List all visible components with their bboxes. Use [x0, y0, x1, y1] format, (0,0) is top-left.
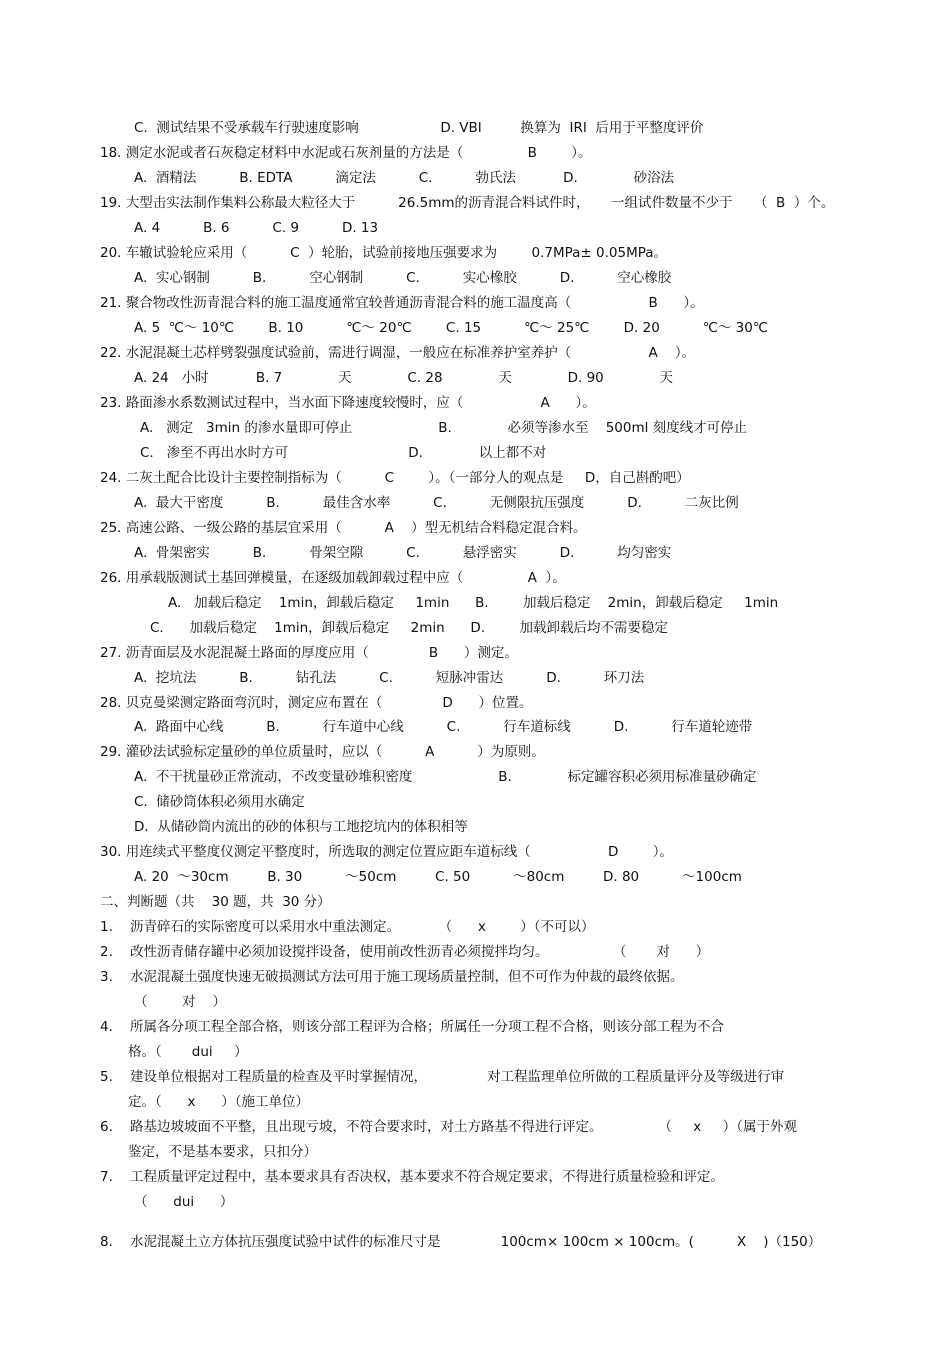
options-29-ab: A. 不干扰量砂正常流动，不改变量砂堆积密度 B. 标定罐容积必须用标准量砂确定 [134, 769, 757, 785]
options-28: A. 路面中心线 B. 行车道中心线 C. 行车道标线 D. 行车道轮迹带 [134, 719, 753, 735]
options-23-cd: C. 渗至不再出水时方可 D. 以上都不对 [140, 445, 547, 461]
judge-2: 2. 改性沥青储存罐中必须加设搅拌设备，使用前改性沥青必须搅拌均匀。 （ 对 ） [100, 944, 710, 960]
options-26-ab: A. 加载后稳定 1min，卸载后稳定 1min B. 加载后稳定 2min，卸载后稳定 1min [168, 595, 779, 611]
judge-1: 1. 沥青碎石的实际密度可以采用水中重法测定。 （ x ）（不可以） [100, 919, 595, 935]
question-20: 20. 车辙试验轮应采用（ C ）轮胎，试验前接地压强要求为 0.7MPa± 0.05MPa。 [100, 245, 668, 261]
question-23: 23. 路面渗水系数测试过程中，当水面下降速度较慢时，应（ A ）。 [100, 395, 596, 411]
options-24: A. 最大干密度 B. 最佳含水率 C. 无侧限抗压强度 D. 二灰比例 [134, 495, 739, 511]
options-29-c: C. 储砂筒体积必须用水确定 [134, 794, 305, 810]
options-18: A. 酒精法 B. EDTA 滴定法 C. 勃氏法 D. 砂浴法 [134, 170, 675, 186]
judge-5-cont: 定。（ x ）（施工单位） [128, 1094, 309, 1110]
options-27: A. 挖坑法 B. 钻孔法 C. 短脉冲雷达 D. 环刀法 [134, 670, 645, 686]
question-22: 22. 水泥混凝土芯样劈裂强度试验前，需进行调湿，一般应在标准养护室养护（ A ）。 [100, 345, 696, 361]
question-26: 26. 用承载版测试土基回弹模量，在逐级加载卸载过程中应（ A ）。 [100, 570, 566, 586]
question-27: 27. 沥青面层及水泥混凝土路面的厚度应用（ B ）测定。 [100, 645, 518, 661]
judge-3-answer: （ 对 ） [134, 994, 226, 1010]
judge-6: 6. 路基边坡坡面不平整，且出现亏坡，不符合要求时，对土方路基不得进行评定。 （ x ）（属于外观 [100, 1119, 797, 1135]
section-heading: 二、判断题（共 30 题，共 30 分） [100, 894, 331, 910]
options-30: A. 20 ～30cm B. 30 ～50cm C. 50 ～80cm D. 80 ～100cm [134, 869, 742, 885]
options-29-d: D. 从储砂筒内流出的砂的体积与工地挖坑内的体积相等 [134, 819, 468, 835]
question-24: 24. 二灰土配合比设计主要控制指标为（ C ）。（一部分人的观点是 D，自己斟酌吧） [100, 470, 690, 486]
judge-4-cont: 格。（ dui ） [128, 1044, 248, 1060]
judge-3: 3. 水泥混凝土强度快速无破损测试方法可用于施工现场质量控制，但不可作为仲裁的最终依据。 [100, 969, 684, 985]
judge-7-answer: （ dui ） [134, 1194, 234, 1210]
judge-5: 5. 建设单位根据对工程质量的检查及平时掌握情况， 对工程监理单位所做的工程质量评分及等级进行审 [100, 1069, 785, 1085]
question-18: 18. 测定水泥或者石灰稳定材料中水泥或石灰剂量的方法是（ B ）。 [100, 145, 592, 161]
judge-6-cont: 鉴定，不是基本要求，只扣分） [128, 1144, 317, 1160]
options-21: A. 5 ℃～ 10℃ B. 10 ℃～ 20℃ C. 15 ℃～ 25℃ D. 20 ℃～ 30℃ [134, 320, 769, 336]
options-20: A. 实心钢制 B. 空心钢制 C. 实心橡胶 D. 空心橡胶 [134, 270, 672, 286]
question-21: 21. 聚合物改性沥青混合料的施工温度通常宜较普通沥青混合料的施工温度高（ B ）。 [100, 295, 704, 311]
judge-4: 4. 所属各分项工程全部合格，则该分部工程评为合格；所属任一分项工程不合格，则该分部工程为不合 [100, 1019, 725, 1035]
options-26-cd: C. 加载后稳定 1min，卸载后稳定 2min D. 加载卸载后均不需要稳定 [150, 620, 668, 636]
question-29: 29. 灌砂法试验标定量砂的单位质量时，应以（ A ）为原则。 [100, 744, 545, 760]
options-23-ab: A. 测定 3min 的渗水量即可停止 B. 必须等渗水至 500ml 刻度线才可停止 [140, 420, 748, 436]
question-25: 25. 高速公路、一级公路的基层宜采用（ A ）型无机结合料稳定混合料。 [100, 520, 587, 536]
question-19: 19. 大型击实法制作集料公称最大粒径大于 26.5mm的沥青混合料试件时， 一组试件数量不少于 （ B ）个。 [100, 195, 835, 211]
judge-7: 7. 工程质量评定过程中，基本要求具有否决权，基本要求不符合规定要求，不得进行质量检验和评定。 [100, 1169, 725, 1185]
options-22: A. 24 小时 B. 7 天 C. 28 天 D. 90 天 [134, 370, 674, 386]
options-25: A. 骨架密实 B. 骨架空隙 C. 悬浮密实 D. 均匀密实 [134, 545, 672, 561]
text-line: C. 测试结果不受承载车行驶速度影响 D. VBI 换算为 IRI 后用于平整度评价 [134, 120, 704, 136]
options-19: A. 4 B. 6 C. 9 D. 13 [134, 220, 379, 236]
question-30: 30. 用连续式平整度仪测定平整度时，所选取的测定位置应距车道标线（ D ）。 [100, 844, 673, 860]
question-28: 28. 贝克曼梁测定路面弯沉时，测定应布置在（ D ）位置。 [100, 695, 533, 711]
judge-8: 8. 水泥混凝土立方体抗压强度试验中试件的标准尺寸是 100cm× 100cm × 100cm。( X )（150） [100, 1234, 822, 1250]
